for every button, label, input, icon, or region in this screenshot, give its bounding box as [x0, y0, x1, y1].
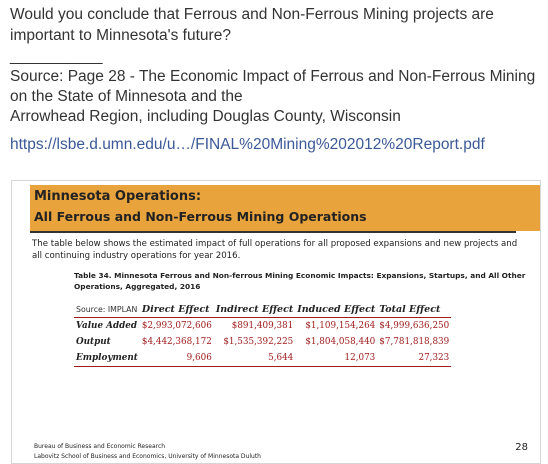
- source-text: [10, 67, 540, 127]
- footer-bureau: Bureau of Business and Economic Research: [34, 443, 166, 450]
- post-body: [10, 4, 540, 155]
- source-line-1: Source: Page 28 - The Economic Impact of Ferrous and Non-Ferrous Mining: [10, 68, 536, 85]
- slide-intro-text: The table below shows the estimated impact of full operations for all proposed expansions and new projects and all continuing industry operations for year 2016.: [32, 239, 518, 261]
- footer-school: Labovitz School of Business and Economics, University of Minnesota Duluth: [34, 453, 261, 460]
- table-row: [74, 318, 451, 335]
- banner-title: Minnesota Operations:: [34, 189, 202, 204]
- slide-banner: [30, 185, 541, 231]
- banner-subtitle: All Ferrous and Non-Ferrous Mining Operations: [34, 209, 367, 224]
- table-title: Table 34. Minnesota Ferrous and Non-ferrous Mining Economic Impacts: Expansions, Startups, and All Other Operations, Aggregated, 2016: [74, 271, 526, 291]
- report-link[interactable]: https://lsbe.d.umn.edu/u…/FINAL%20Mining%202012%20Report.pdf: [10, 136, 485, 153]
- table-cell: $4,442,368,172: [141, 337, 212, 347]
- source-line-3: Arrowhead Region, including Douglas County, Wisconsin: [10, 108, 401, 125]
- table-cell: $1,535,392,225: [223, 337, 294, 347]
- table-cell: 9,606: [140, 350, 214, 367]
- source-line-2: on the State of Minnesota and the: [10, 88, 243, 105]
- table-cell: $1,109,154,264: [305, 321, 376, 331]
- table-header-row: [74, 301, 451, 318]
- header-indirect-effect: Indirect Effect: [214, 301, 295, 318]
- table-cell: 27,323: [377, 350, 451, 367]
- table-cell: $2,993,072,606: [141, 321, 212, 331]
- table-row: [74, 350, 451, 367]
- header-source: Source: IMPLAN: [74, 301, 140, 318]
- economic-impact-table: [74, 301, 451, 367]
- row-label: Employment: [74, 350, 140, 367]
- header-direct-effect: Direct Effect: [140, 301, 214, 318]
- table-row: [74, 334, 451, 350]
- table-cell: 12,073: [295, 350, 377, 367]
- page-number: 28: [515, 442, 528, 453]
- row-label: Output: [76, 337, 111, 347]
- separator-line: ____________: [10, 48, 102, 65]
- report-slide-image[interactable]: [11, 180, 541, 464]
- table-cell: $891,409,381: [231, 321, 294, 331]
- row-label: Value Added: [76, 321, 137, 331]
- table-cell: $1,804,058,440: [305, 337, 376, 347]
- table-cell: $4,999,636,250: [379, 321, 450, 331]
- header-total-effect: Total Effect: [377, 301, 451, 318]
- table-cell: 5,644: [214, 350, 295, 367]
- post-question: Would you conclude that Ferrous and Non-Ferrous Mining projects are important to Minnesota's future?: [10, 6, 494, 44]
- banner-divider: [30, 231, 516, 233]
- table-cell: $7,781,818,839: [379, 337, 450, 347]
- header-induced-effect: Induced Effect: [295, 301, 377, 318]
